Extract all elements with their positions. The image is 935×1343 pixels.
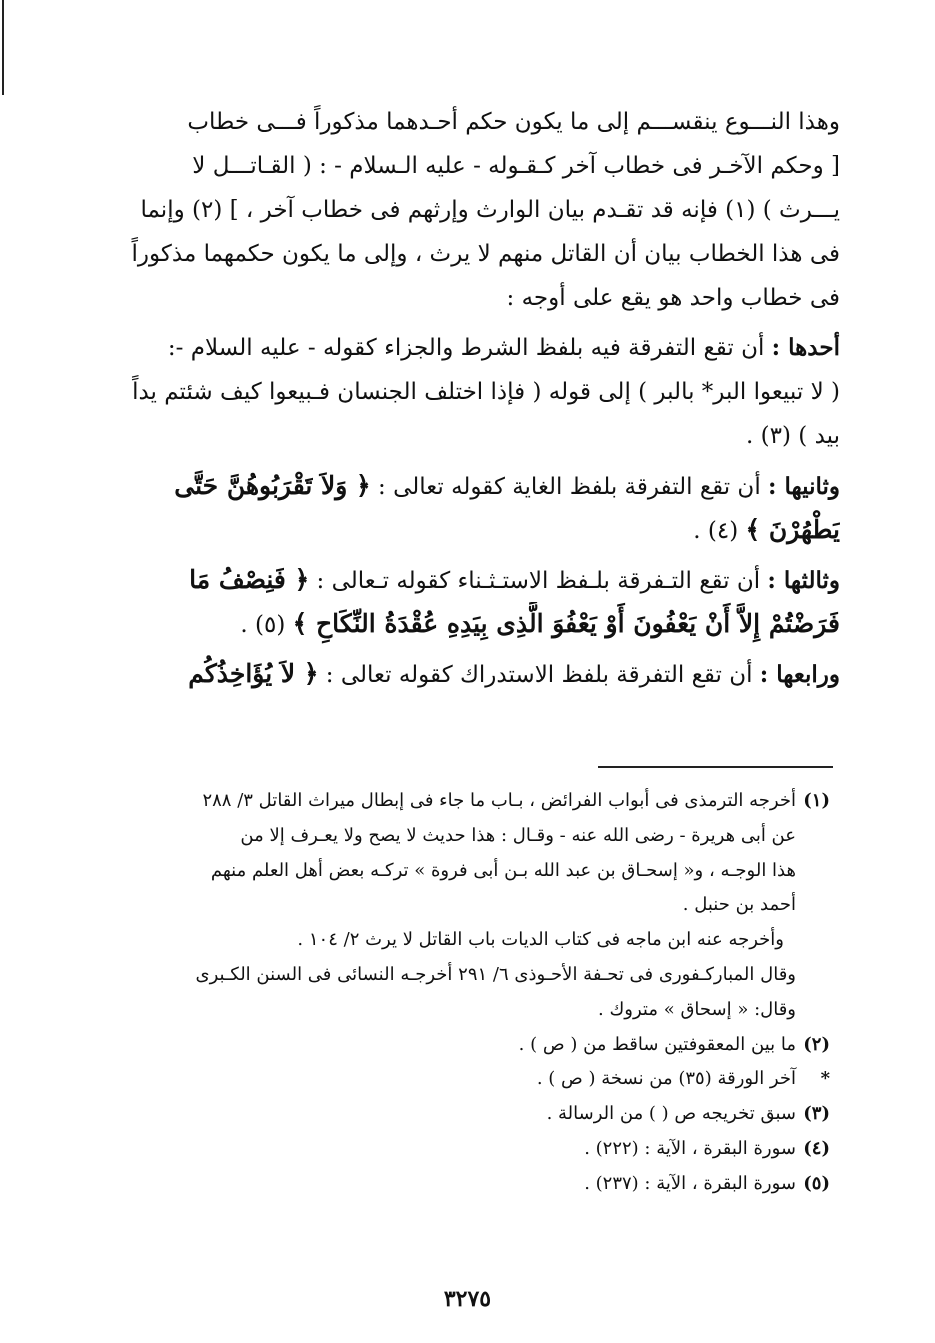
footnotes (118, 784, 830, 1202)
main-text (128, 100, 840, 696)
body-line: بيد ) (٣) . (746, 423, 840, 449)
footnote-ref: (٤) . (693, 518, 746, 544)
footnote-text: ما بين المعقوفتين ساقط من ( ص ) . (518, 1033, 796, 1055)
footnote-text: أخرجه الترمذى فى أبواب الفرائض ، بـاب ما جاء فى إبطال ميراث القاتل ٣/ ٢٨٨ (202, 790, 796, 811)
footnote-4 (118, 1132, 830, 1167)
footnote-1 (118, 784, 830, 819)
footnote-line: أحمد بن حنبل . (682, 894, 796, 916)
footnote-line: وقال: « إسحاق » متروك . (598, 998, 796, 1020)
paragraph-lead: وثالثها : (767, 567, 840, 594)
paragraph-text: أن تقع التـفرقة بلـفظ الاستـثـناء كقوله تـعالى : (309, 568, 768, 594)
paragraph-second (128, 464, 840, 508)
footnote-divider (598, 766, 833, 768)
footnote-text: سورة البقرة ، الآية : (٢٢٢) . (584, 1137, 796, 1159)
quran-verse: ﴿ فَنِصْفُ مَا (189, 565, 310, 594)
footnote-number: (٢) (803, 1033, 830, 1055)
footnote-2 (118, 1028, 830, 1063)
footnote-line: وقال المباركـفورى فى تحـفة الأحـوذى ٦/ ٢٩١ أخرجـه النسائى فى السنن الكـبرى (195, 963, 796, 985)
paragraph-third (128, 558, 840, 602)
body-line (128, 602, 840, 646)
footnote-number: (٤) (803, 1137, 830, 1159)
footnote-text: آخر الورقة (٣٥) من نسخة ( ص ) . (536, 1068, 796, 1090)
footnote-line: عن أبى هريرة - رضى الله عنه - وقـال : هذا حديث لا يصح ولا يعـرف إلا من (240, 824, 796, 846)
footnote-line: وأخرجه عنه ابن ماجه فى كتاب الديات باب القاتل لا يرث ٢/ ١٠٤ . (297, 929, 784, 951)
footnote-number: (١) (803, 790, 830, 811)
body-line: فى هذا الخطاب بيان أن القاتل منهم لا يرث ، وإلى ما يكون حكمهما مذكوراً (131, 241, 840, 267)
footnote-number: (٥) (803, 1172, 830, 1194)
paragraph-lead: أحدها : (771, 334, 840, 361)
scan-edge-line (2, 0, 4, 95)
body-line: ( لا تبيعوا البر* بالبر ) إلى قوله ( فإذا اختلف الجنسان فـبيعوا كيف شئتم يداً (132, 379, 840, 405)
footnote-3 (118, 1097, 830, 1132)
footnote-ref: (٥) . (240, 612, 293, 638)
footnote-number: (٣) (803, 1103, 830, 1125)
body-line: فى خطاب واحد هو يقع على أوجه : (506, 285, 840, 311)
paragraph-text: أن تقع التفرقة بلفظ الاستدراك كقوله تعالى : (318, 662, 760, 688)
quran-verse: يَطْهُرْنَ ﴾ (745, 515, 840, 544)
quran-verse: ﴿ وَلاَ تَقْرَبُوهُنَّ حَتَّى (174, 471, 371, 500)
footnote-5 (118, 1167, 830, 1202)
paragraph-text: أن تقع التفرقة بلفظ الغاية كقوله تعالى : (370, 474, 769, 500)
body-line: وهذا النـــوع ينقســـم إلى ما يكون حكم أحـدهما مذكوراً فـــى خطاب (187, 109, 840, 135)
paragraph-lead: ورابعها : (759, 661, 840, 688)
body-line: [ وحكم الآخـر فى خطاب آخر كـقـوله - عليه الـسلام - : ( القـاتـــل لا (192, 153, 840, 179)
footnote-star-marker: * (820, 1068, 830, 1090)
quran-verse: ﴿ لاَ يُؤَاخِذُكُم (188, 659, 319, 688)
footnote-line: هذا الوجـه ، و« إسحـاق بن عبد الله بـن أبى فروة » تركـه بعض أهل العلم منهم (210, 859, 796, 881)
paragraph-text: أن تقع التفرقة فيه بلفظ الشرط والجزاء كقوله - عليه السلام -: (167, 335, 772, 361)
paragraph-first (128, 326, 840, 370)
paragraph-lead: وثانيها : (768, 473, 840, 500)
body-line: يـــرث ) (١) فإنه قد تقـدم بيان الوارث وإرثهم فى خطاب آخر ، ] (٢) وإنما (140, 197, 840, 223)
quran-verse: فَرَضْتُمْ إِلاَّ أَنْ يَعْفُونَ أَوْ يَعْفُوَ الَّذِى بِيَدِهِ عُقْدَةُ النِّكَاحِ ﴾ (292, 609, 840, 638)
paragraph-fourth (128, 652, 840, 696)
footnote-text: سبق تخريجه ص ( ) من الرسالة . (546, 1103, 796, 1125)
body-line (128, 508, 840, 552)
footnote-text: سورة البقرة ، الآية : (٢٣٧) . (584, 1172, 796, 1194)
footnote-star (118, 1062, 830, 1097)
page-number: ٣٢٧٥ (443, 1286, 492, 1312)
